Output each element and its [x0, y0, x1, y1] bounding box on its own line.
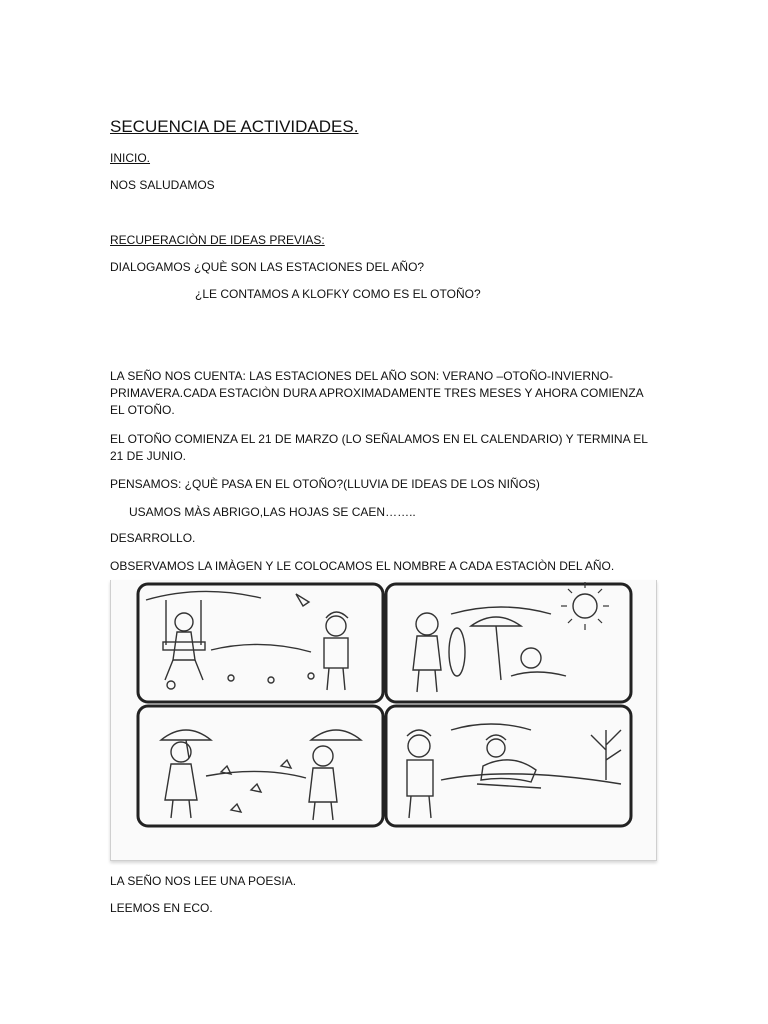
desarrollo-line: DESARROLLO.	[110, 531, 196, 545]
parrafo-otono: EL OTOÑO COMIENZA EL 21 DE MARZO (LO SEÑALAMOS EN EL CALENDARIO) Y TERMINA EL 21 DE JUNIO.	[110, 432, 648, 463]
pensamos-line: PENSAMOS: ¿QUÈ PASA EN EL OTOÑO?(LLUVIA DE IDEAS DE LOS NIÑOS)	[110, 477, 540, 491]
autumn-scene	[161, 730, 361, 820]
summer-scene	[413, 582, 609, 692]
dialogo-line-2: ¿LE CONTAMOS A KLOFKY COMO ES EL OTOÑO?	[195, 287, 481, 301]
abrigo-line: USAMOS MÀS ABRIGO,LAS HOJAS SE CAEN……..	[129, 505, 416, 519]
document-title: SECUENCIA DE ACTIVIDADES.	[110, 117, 359, 136]
observamos-line: OBSERVAMOS LA IMÀGEN Y LE COLOCAMOS EL NOMBRE A CADA ESTACIÒN DEL AÑO.	[110, 559, 615, 573]
seasons-illustration	[110, 580, 657, 861]
dialogo-line-1: DIALOGAMOS ¿QUÈ SON LAS ESTACIONES DEL AÑO?	[110, 260, 425, 274]
seasons-drawing	[111, 580, 656, 860]
saludo-line: NOS SALUDAMOS	[110, 178, 215, 192]
spring-scene	[146, 591, 348, 690]
winter-scene	[407, 724, 621, 818]
poesia-line: LA SEÑO NOS LEE UNA POESIA.	[110, 874, 297, 888]
eco-line: LEEMOS EN ECO.	[110, 901, 213, 915]
parrafo-estaciones: LA SEÑO NOS CUENTA: LAS ESTACIONES DEL AÑO SON: VERANO –OTOÑO-INVIERNO-PRIMAVERA.CADA ESTACIÒN DURA APROXIMADAMENTE TRES MESES Y AHORA COMIENZA EL OTOÑO.	[110, 369, 644, 417]
recuperacion-heading: RECUPERACIÒN DE IDEAS PREVIAS:	[110, 233, 325, 247]
inicio-heading: INICIO.	[110, 151, 151, 165]
